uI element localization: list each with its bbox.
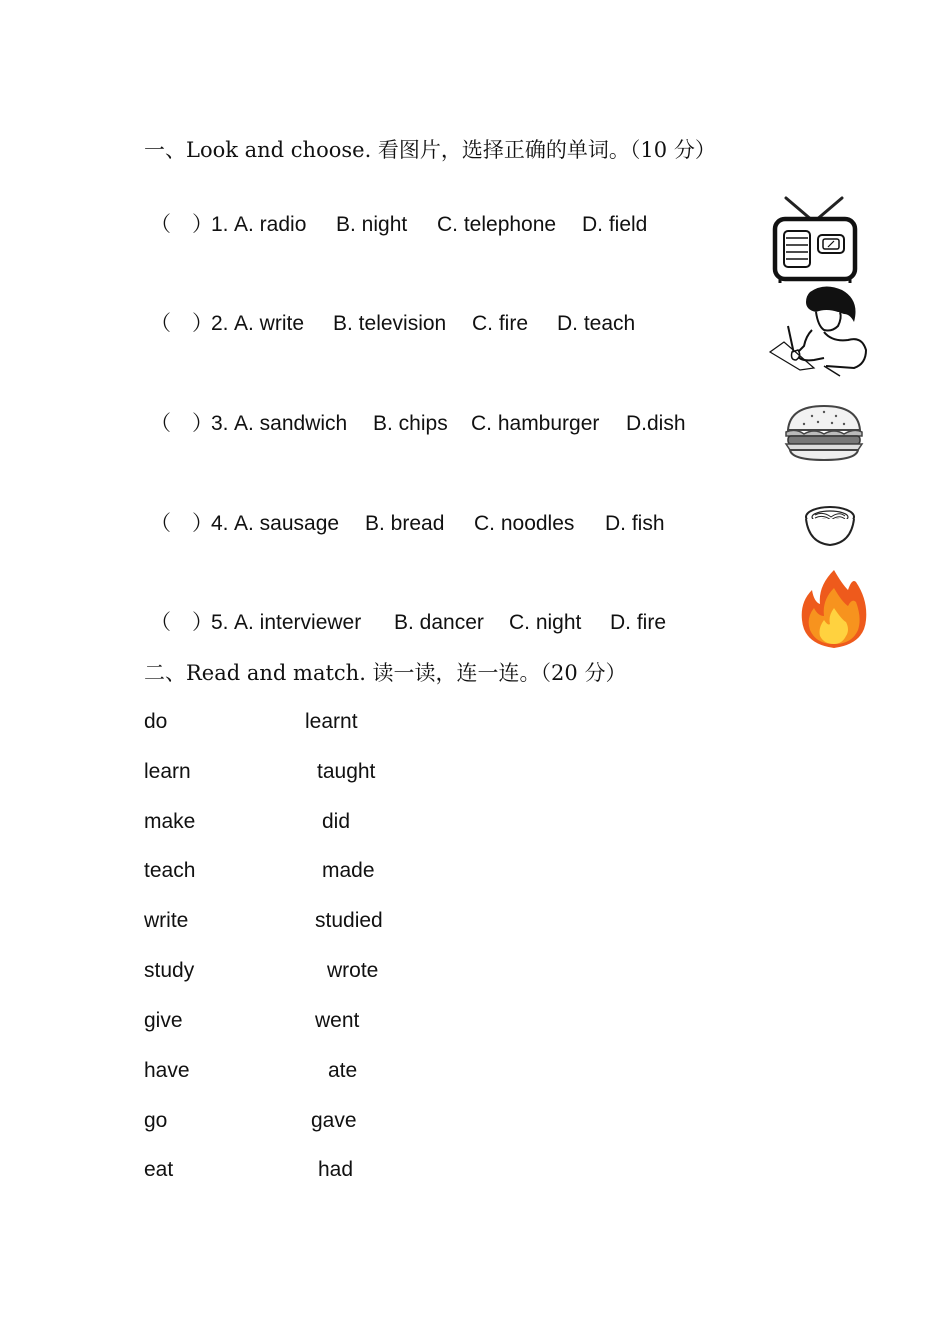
question-number: 5.: [211, 611, 229, 634]
answer-bracket[interactable]: （ ）: [150, 213, 213, 236]
option-d: D. field: [582, 213, 648, 236]
question-number: 2.: [211, 312, 229, 335]
question-number: 4.: [211, 512, 229, 535]
option-d: D. fire: [610, 611, 667, 634]
option-d: D.dish: [626, 412, 686, 435]
left-word[interactable]: write: [144, 909, 189, 932]
right-word[interactable]: wrote: [327, 959, 379, 982]
left-word[interactable]: have: [144, 1059, 190, 1082]
answer-bracket[interactable]: （ ）: [150, 611, 213, 634]
option-c: C. fire: [472, 312, 529, 335]
section1-heading: 一、Look and choose. 看图片，选择正确的单词。（10 分）: [144, 138, 716, 162]
right-word[interactable]: made: [322, 859, 375, 882]
option-c: C. night: [509, 611, 582, 634]
option-b: B. dancer: [394, 611, 484, 634]
option-c: C. telephone: [437, 213, 557, 236]
option-b: B. television: [333, 312, 447, 335]
option-b: B. chips: [373, 412, 448, 435]
question-number: 3.: [211, 412, 229, 435]
noodles-bowl-icon: [803, 503, 857, 554]
hamburger-icon: [782, 400, 866, 475]
answer-bracket[interactable]: （ ）: [150, 512, 213, 535]
answer-bracket[interactable]: （ ）: [150, 312, 213, 335]
option-d: D. fish: [605, 512, 665, 535]
right-word[interactable]: went: [315, 1009, 360, 1032]
left-word[interactable]: go: [144, 1109, 168, 1132]
left-word[interactable]: teach: [144, 859, 196, 882]
option-b: B. bread: [365, 512, 445, 535]
option-c: C. hamburger: [471, 412, 600, 435]
option-a: A. sandwich: [234, 412, 348, 435]
option-a: A. write: [234, 312, 305, 335]
question-number: 1.: [211, 213, 229, 236]
option-b: B. night: [336, 213, 408, 236]
section2-heading: 二、Read and match. 读一读，连一连。（20 分）: [144, 661, 627, 685]
option-d: D. teach: [557, 312, 636, 335]
left-word[interactable]: make: [144, 810, 196, 833]
answer-bracket[interactable]: （ ）: [150, 412, 213, 435]
fire-icon: [798, 568, 870, 655]
writing-person-icon: [766, 284, 870, 391]
left-word[interactable]: learn: [144, 760, 191, 783]
option-a: A. sausage: [234, 512, 340, 535]
option-c: C. noodles: [474, 512, 575, 535]
right-word[interactable]: did: [322, 810, 351, 833]
right-word[interactable]: ate: [328, 1059, 358, 1082]
option-a: A. interviewer: [234, 611, 362, 634]
radio-icon: [770, 195, 860, 290]
left-word[interactable]: study: [144, 959, 195, 982]
right-word[interactable]: studied: [315, 909, 383, 932]
option-a: A. radio: [234, 213, 307, 236]
left-word[interactable]: do: [144, 710, 168, 733]
right-word[interactable]: learnt: [305, 710, 358, 733]
right-word[interactable]: gave: [311, 1109, 357, 1132]
left-word[interactable]: eat: [144, 1158, 174, 1181]
right-word[interactable]: had: [318, 1158, 354, 1181]
right-word[interactable]: taught: [317, 760, 376, 783]
left-word[interactable]: give: [144, 1009, 183, 1032]
